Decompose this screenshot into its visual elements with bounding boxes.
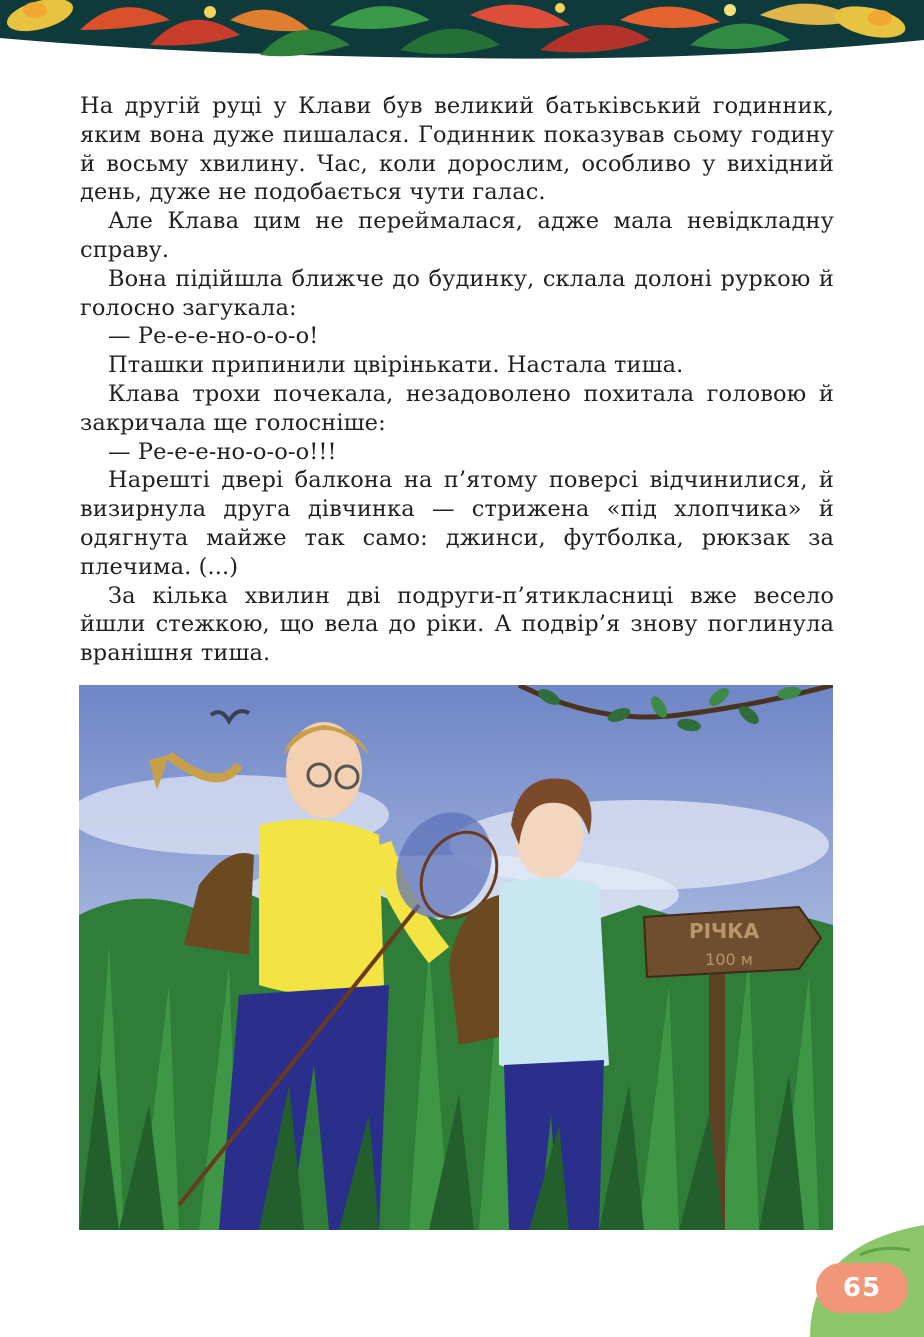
paragraph: Вона підійшла ближче до будинку, склала долоні руркою й голосно загукала: — [80, 265, 834, 321]
paragraph: Нарешті двері балкона на п’ятому поверсі відчинилися, й визирнула друга дівчинка — стрижена «під хлопчика» й одягнута майже так само: джинси, футболка, рюкзак за плечима. (...) — [80, 467, 834, 580]
sign-text-river: РІЧКА — [688, 919, 760, 943]
dialogue-line: — Ре-е-е-но-о-о-о! — [108, 323, 319, 350]
story-text — [80, 92, 834, 668]
dialogue-line: — Ре-е-е-но-о-о-о!!! — [108, 438, 337, 465]
story-illustration — [79, 685, 833, 1230]
page-number: 65 — [842, 1273, 882, 1303]
sign-text-distance: 100 м — [705, 950, 753, 969]
decorative-floral-banner — [0, 0, 924, 62]
paragraph: Пташки припинили цвірінькати. Настала тиша. — [108, 352, 684, 379]
paragraph: На другій руці у Клави був великий батьківський годинник, яким вона дуже пишалася. Годинник показував сьому годину й восьму хвилину. Час, коли дорослим, особливо у вихідний день, дуже не подобається чути галас. — [80, 93, 834, 206]
paragraph: Клава трохи почекала, незадоволено похитала головою й закричала ще голосніше: — [80, 380, 834, 436]
paragraph: За кілька хвилин дві подруги-п’ятикласниці вже весело йшли стежкою, що вела до ріки. А подвір’я знову поглинула вранішня тиша. — [80, 582, 834, 667]
paragraph: Але Клава цим не переймалася, адже мала невідкладну справу. — [80, 208, 834, 263]
page-number-badge — [816, 1263, 908, 1313]
